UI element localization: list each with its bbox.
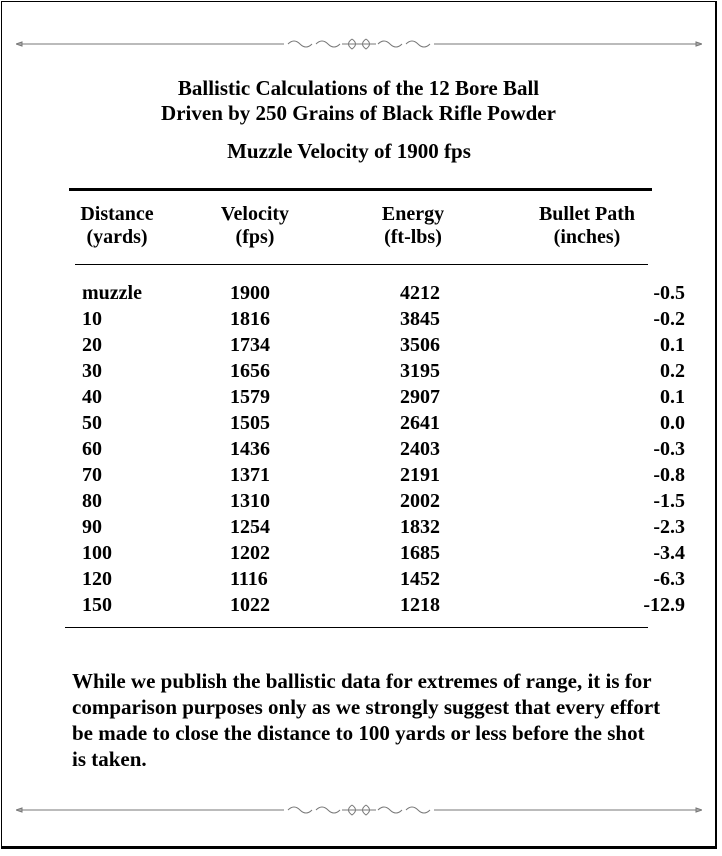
cell-distance: 20 [82,334,102,356]
cell-distance: 10 [82,308,102,330]
cell-energy: 2641 [400,412,440,434]
decorative-divider-top [16,36,702,52]
cell-velocity: 1254 [230,516,270,538]
header-bullet-path-unit: (inches) [553,226,621,248]
table-row [2,592,685,618]
subtitle: Muzzle Velocity of 1900 fps [227,139,471,163]
cell-velocity: 1734 [230,334,270,356]
cell-bullet-path: -3.4 [653,542,685,564]
decorative-divider-bottom [16,802,702,818]
cell-velocity: 1202 [230,542,270,564]
cell-energy: 3845 [400,308,440,330]
table-row [2,280,685,306]
title-line-1: Ballistic Calculations of the 12 Bore Ball [177,76,540,100]
cell-distance: 80 [82,490,102,512]
table-row [2,488,685,514]
ballistics-table [2,280,685,618]
cell-bullet-path: 0.1 [660,386,685,408]
cell-distance: 150 [82,594,112,616]
header-distance [62,203,172,249]
disclaimer-note: While we publish the ballistic data for extremes of range, it is for comparison purposes only as we strongly suggest that every effort be made to close the distance to 100 yards or less before the shot is taken. [72,669,661,771]
table-row [2,384,685,410]
cell-bullet-path: -0.2 [653,308,685,330]
cell-distance: 50 [82,412,102,434]
cell-energy: 2191 [400,464,440,486]
cell-velocity: 1900 [230,282,270,304]
cell-velocity: 1310 [230,490,270,512]
cell-velocity: 1505 [230,412,270,434]
cell-distance: 40 [82,386,102,408]
cell-energy: 3195 [400,360,440,382]
cell-velocity: 1116 [230,568,268,590]
cell-energy: 1832 [400,516,440,538]
cell-distance: 120 [82,568,112,590]
table-bottom-rule [65,627,648,628]
cell-distance: muzzle [82,282,142,304]
table-row [2,436,685,462]
cell-velocity: 1656 [230,360,270,382]
header-energy [358,203,468,249]
header-bullet-path [522,203,652,249]
header-energy-name: Energy [381,203,445,225]
cell-velocity: 1816 [230,308,270,330]
cell-distance: 90 [82,516,102,538]
title-line-2: Driven by 250 Grains of Black Rifle Powder [161,101,556,125]
cell-bullet-path: -12.9 [643,594,685,616]
cell-energy: 2403 [400,438,440,460]
header-velocity-unit: (fps) [235,226,275,248]
cell-bullet-path: -2.3 [653,516,685,538]
cell-velocity: 1022 [230,594,270,616]
cell-bullet-path: -0.8 [653,464,685,486]
table-row [2,332,685,358]
cell-velocity: 1579 [230,386,270,408]
cell-energy: 1218 [400,594,440,616]
header-distance-unit: (yards) [86,226,148,248]
cell-bullet-path: 0.1 [660,334,685,356]
header-bullet-path-name: Bullet Path [538,203,636,225]
table-row [2,566,685,592]
cell-distance: 60 [82,438,102,460]
cell-energy: 1685 [400,542,440,564]
table-row [2,462,685,488]
cell-energy: 2002 [400,490,440,512]
cell-energy: 4212 [400,282,440,304]
header-velocity [200,203,310,249]
cell-velocity: 1436 [230,438,270,460]
table-row [2,514,685,540]
cell-energy: 2907 [400,386,440,408]
cell-bullet-path: 0.2 [660,360,685,382]
header-divider-rule [75,264,648,265]
cell-energy: 3506 [400,334,440,356]
table-row [2,358,685,384]
table-row [2,306,685,332]
cell-velocity: 1371 [230,464,270,486]
table-row [2,540,685,566]
table-row [2,410,685,436]
cell-bullet-path: -6.3 [653,568,685,590]
cell-bullet-path: -1.5 [653,490,685,512]
cell-distance: 70 [82,464,102,486]
cell-energy: 1452 [400,568,440,590]
table-top-rule [69,188,652,191]
header-velocity-name: Velocity [220,203,290,225]
cell-bullet-path: 0.0 [660,412,685,434]
cell-distance: 30 [82,360,102,382]
cell-distance: 100 [82,542,112,564]
document-page [1,1,717,849]
header-energy-unit: (ft-lbs) [384,226,442,248]
cell-bullet-path: -0.3 [653,438,685,460]
header-distance-name: Distance [80,203,154,225]
cell-bullet-path: -0.5 [653,282,685,304]
